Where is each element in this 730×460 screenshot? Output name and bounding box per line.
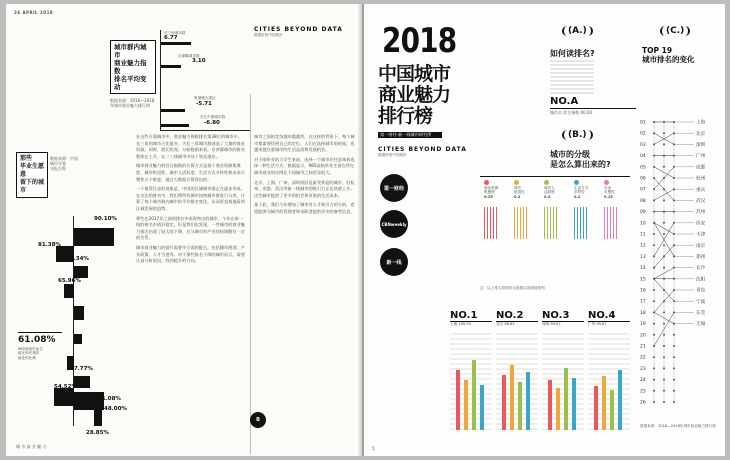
grad-value-4: 65.96% [58,278,81,284]
top4-city-3: 深圳 [542,322,550,326]
region-bar-1 [161,42,191,45]
rank-number: 02 [640,131,646,137]
rank-number: 16 [640,288,646,294]
top4-score-3: 99.97 [550,322,561,326]
partner-logo-cbnweekly: CBNweekly [380,210,408,238]
top4-city-4: 广州 [588,322,596,326]
top4-card-2 [496,310,538,430]
top4-chart-1 [450,330,492,430]
rank-city-label: 东莞 [696,311,706,316]
rank-dot [653,334,655,336]
rank-change-chart [640,116,722,416]
top4-chart-2 [496,330,538,430]
article2-para-2: 对于刚毕业的大学生来说，选择一个城市往往意味着选择一种生活方式。数据显示，985高校毕业生留在所在城市就业的比例在不同城市之间差异很大。 [254,156,355,175]
tier-stripe-2 [514,207,527,239]
right-page [364,4,725,456]
article-para-3: 一个值得注意的现象是，中国的区域城市群正在逐步形成。在这次的排名中，我们将所有城市按照城市群进行分类，计算了每个城市群内城市的平均排名变化，从而更直观地看到区域发展的趋势。 [136,186,245,211]
tier-dot-5 [604,180,609,185]
region-value-2: 3.10 [192,58,206,64]
rank-change-svg [640,116,722,416]
article-column-2 [254,134,356,216]
top4-card-4 [588,310,630,430]
grad-value-3: 74.34% [66,256,89,262]
top4-chart-3 [542,330,584,430]
brand-sub-right: 数据里的中国城市 [378,153,407,157]
region-bar-2 [161,65,181,68]
tier-footnote: 注：以上排名均按综合指数由高到低排列 [480,286,545,290]
tier-dot-1 [484,180,489,185]
rank-city-label: 西安 [696,221,706,227]
rank-dot [673,379,675,381]
rank-dot [663,379,665,381]
region-label-4: 长江中游城市群 [200,115,226,119]
grad-value-10: 28.85% [86,430,109,436]
left-page [6,4,362,456]
tier-label-5: 未来 可塑性 [604,186,615,195]
tier-weight-2: 0.2 [514,194,521,199]
rank-dot [663,356,665,358]
tier-label-3: 城市人 活跃度 [544,186,555,195]
rank-dot [653,289,655,291]
top4-card-3 [542,310,584,430]
rank-number: 13 [640,254,646,260]
section-a-item-caption: 城市名 综合指数 00.00 [550,108,636,115]
partner-logo-newtier: 新一线 [380,248,408,276]
rank-number: 17 [640,299,646,305]
brand-sub-left: 数据里的中国城市 [254,33,283,37]
tier-label-2: 城市 枢纽性 [514,186,525,195]
tier-label-4: 生活方式 多样性 [574,186,589,195]
brand-name-right: CITIES BEYOND DATA [378,146,467,153]
rank-city-label: 长沙 [696,266,706,272]
grad-value-7: 54.52% [54,384,77,390]
grad-bar-9 [54,388,74,406]
tier-weight-4: 0.2 [574,194,581,199]
section-b-badge: (B.) [562,130,593,140]
tier-dot-4 [574,180,579,185]
ranking-year: 2018 [382,21,457,61]
rank-number: 03 [640,142,646,148]
section-a-item: NO.A [550,96,579,107]
rank-dot [663,143,665,145]
region-change-title: 城市群内城市 商业魅力指数 排名平均变动 [110,40,156,94]
rank-number: 14 [640,266,646,272]
rank-city-label: 青岛 [696,288,706,294]
grad-value-8: 51.08% [98,396,121,402]
top4-chart-4 [588,330,630,430]
rank-dot [653,244,655,246]
section-a-title: 如何读排名? [550,49,595,58]
rank-number: 24 [640,378,646,384]
rank-number: 23 [640,366,646,372]
rank-dot [663,199,665,201]
rank-dot [663,311,665,313]
partner-logo-yicai: 第一财经 [380,174,408,202]
rank-dot [663,323,665,325]
grad-value-9: 48.00% [104,406,127,412]
rank-dot [653,356,655,358]
rank-city-label: 重庆 [696,187,706,193]
rank-number: 04 [640,154,646,160]
tier-col-4 [574,180,598,239]
rank-number: 09 [640,210,646,216]
rank-number: 06 [640,176,646,182]
rank-number: 25 [640,389,646,395]
grad-bar-4 [64,284,74,298]
grad-bar-6 [74,334,82,344]
region-label-1: 长三角城市群 [164,31,186,35]
rank-dot [653,233,655,235]
region-baseline [160,130,250,131]
grad-bar-5 [74,306,84,320]
region-axis [160,30,161,130]
region-value-1: 6.77 [164,35,178,41]
left-page-footer: 城 市 商 业 魅 力 [16,444,47,449]
rank-dot [653,401,655,403]
rank-city-label: 成都 [696,165,706,171]
brand-name-left: CITIES BEYOND DATA [254,26,343,33]
article-para-5: 城市商业魅力的提升需要多方面的配合，包括城市规划、产业政策、人才引进等。对于那些排名下降的城市而言，需要认真分析原因，找到提升的方向。 [136,244,245,264]
section-a-sample-chart [550,60,594,94]
article-para-4: 那些在2017年之前的排名中表现突出的城市，今年在新一线的排名中依旧稳定。但是我们也发现，一些城市的商业魅力排名出现了较大的下降，这与城市的产业结构调整有一定的关系。 [136,215,245,241]
tier-label-1: 商业资源 集聚度 [484,186,499,195]
tier-weight-3: 0.2 [544,194,551,199]
grad-bar-11 [94,406,102,426]
rank-city-label: 苏州 [696,210,706,216]
section-c-badge: (C.) [660,26,690,36]
section-badge-b: B [250,412,266,428]
rank-dot [653,132,655,134]
brand-mark-right [378,146,468,158]
rank-dot [673,401,675,403]
rank-number: 11 [640,232,646,238]
rank-number: 20 [640,333,646,339]
article-para-2: 城市商业魅力的综合指数的计算方式是基于商业资源集聚度、城市枢纽性、城市人活跃度、生活方式多样性和未来可塑性五个维度，通过大数据计算得出的。 [136,163,245,182]
top4-rank-4: NO.4 [588,310,616,321]
rank-city-label: 沈阳 [696,277,706,283]
rank-dot [673,356,675,358]
article2-para-4: 基于此，我们今年增加了城市对人才吸引力的分析，希望能够为城市的管理者和求职者提供更多的参考信息。 [254,202,355,214]
tier-dot-2 [514,180,519,185]
region-bar-4 [161,124,189,127]
rank-city-label: 郑州 [696,255,706,260]
section-b-title: 城市的分级 是怎么算出来的? [550,150,611,169]
top4-score-1: 100.55 [458,322,471,326]
region-label-2: 京津冀城市群 [178,54,200,58]
tier-col-1 [484,180,508,239]
rank-dot [663,132,665,134]
rank-city-label: 上海 [696,120,706,126]
tier-stripe-5 [604,207,617,239]
rank-number: 12 [640,243,646,249]
top4-rank-2: NO.2 [496,310,524,321]
rank-dot [653,367,655,369]
rank-number: 18 [640,310,646,316]
rank-city-label: 南京 [696,243,706,249]
rank-city-label: 天津 [696,232,706,238]
top4-score-4: 99.67 [596,322,607,326]
rank-dot [673,334,675,336]
right-page-number: 5 [372,446,375,451]
rank-city-label: 武汉 [696,199,706,204]
rank-number: 05 [640,165,646,171]
rank-number: 07 [640,187,646,193]
top4-rank-3: NO.3 [542,310,570,321]
rank-dot [663,367,665,369]
rank-city-label: 杭州 [696,176,706,182]
rank-city-label: 无锡 [696,322,706,328]
tier-columns [480,176,630,296]
top4-rank-1: NO.1 [450,310,478,321]
tier-stripe-1 [484,207,497,239]
region-value-3: -5.71 [196,101,212,107]
top4-score-2: 98.62 [504,322,515,326]
tier-col-5 [604,180,628,239]
region-bar-3 [161,109,185,112]
rank-dot [653,300,655,302]
rank-dot [673,345,675,347]
rank-number: 15 [640,277,646,283]
rank-city-label: 北京 [696,131,706,137]
article-column-1 [136,134,246,265]
grad-value-6: 57.77% [70,366,93,372]
rank-dot [663,401,665,403]
rank-number: 22 [640,355,646,361]
tier-weight-5: 0.15 [604,194,613,199]
tier-col-2 [514,180,538,239]
grad-bar-3 [74,266,88,278]
rank-dot [673,367,675,369]
rank-number: 08 [640,198,646,204]
column-rule [250,94,251,454]
tier-dot-3 [544,180,549,185]
article-para-1: 在这些百强城市中，商业魅力指数排名第38位的城市中，长三角的城市占比最多，为长三角城市群创造了大量的商业资源。同时，我们发现，分析数据来看，京津冀城市的排名整体在上升，在二三线城市中处于领先地位。 [136,134,245,159]
grad-bar-1 [74,228,114,246]
rank-city-label: 广州 [696,154,706,160]
rank-dot [653,323,655,325]
grad-value-2: 81.38% [38,242,61,248]
rank-city-label: 宁波 [696,299,706,305]
brand-mark-left [254,26,356,38]
rank-number: 01 [640,120,646,126]
rank-dot [653,390,655,392]
region-change-chart [156,30,252,130]
rank-dot [663,166,665,168]
grad-value-1: 90.10% [94,216,117,222]
article2-para-1: 城市之间的竞争越来越激烈，在这样的背景下，每个城市都需要找到自己的定位。人们在选择城市的时候，也越来越注重城市的生活品质和发展机会。 [254,134,355,153]
section-c-title: TOP 19 城市排名的变化 [642,46,695,64]
rank-dot [653,379,655,381]
rank-city-label: 深圳 [696,143,706,148]
tier-top-rule [480,176,630,177]
rank-number: 19 [640,322,646,328]
rank-dot [663,334,665,336]
ranking-subtitle: 第一财经·新一线城市研究所 [380,132,432,137]
rank-dot [663,222,665,224]
graduates-source: 数据来源：中国城市年鉴 年报名称 [50,156,78,171]
article2-para-3: 北京、上海、广州、深圳依旧是最受欢迎的城市，但杭州、成都、武汉等新一线城市的吸引力正在快速上升。这些城市提供了更多的机会和更低的生活成本。 [254,179,355,198]
tier-stripe-4 [574,207,587,239]
section-c-footnote: 数据来源：2016—2018年城市商业魅力排行榜 [640,424,716,428]
rank-dot [663,244,665,246]
issue-date: 26 APRIL 2018 [14,10,54,15]
rank-dot [663,267,665,269]
region-value-4: -6.80 [204,120,220,126]
top4-city-1: 上海 [450,322,458,326]
region-source: 数据来源：2016—2018年城市商业魅力排行榜 [110,98,155,108]
top4-card-1 [450,310,492,430]
graduates-title: 那些 毕业生愿意 留下的城市 [16,152,48,198]
rank-dot [673,390,675,392]
grad-highlight-box [18,332,62,360]
rank-dot [663,390,665,392]
top4-city-2: 北京 [496,322,504,326]
rank-number: 21 [640,344,646,350]
top4-section [450,310,630,450]
section-a-badge: (A.) [562,26,593,36]
grad-highlight-value: 61.08% [18,335,56,345]
rank-dot [663,233,665,235]
grad-highlight-caption: 985高校毕业生 留在所在城市 就业的比例 [18,347,43,360]
rank-dot [663,345,665,347]
tier-stripe-3 [544,207,557,239]
rank-number: 10 [640,221,646,227]
rank-number: 26 [640,400,646,406]
ranking-title: 中国城市 商业魅力 排行榜 [378,63,451,127]
tier-col-3 [544,180,568,239]
region-label-3: 粤港澳大湾区 [194,96,216,100]
tier-weight-1: 0.25 [484,194,493,199]
